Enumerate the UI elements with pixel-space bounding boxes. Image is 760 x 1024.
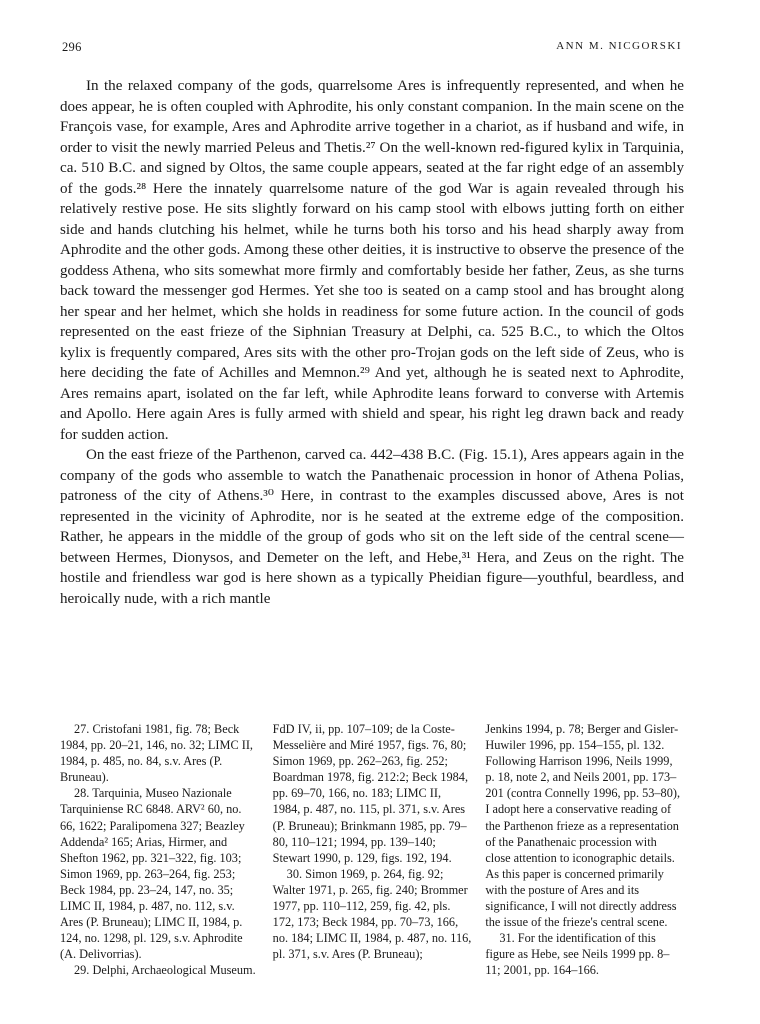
footnote-continuation: Jenkins 1994, p. 78; Berger and Gisler-Huwiler 1996, pp. 154–155, pl. 132. Following Harrison 1996, Neils 1999, p. 18, note 2, and Neils 2001, pp. 173–201 (contra Connelly 1996, pp. 53–80), I adopt here a conservative reading of the Parthenon frieze as a representation of the Panathenaic procession with close attention to iconographic details. As this paper is concerned primarily with the posture of Ares and its significance, I will not directly address the issue of the frieze's central scene. — [485, 722, 681, 930]
body-paragraph: In the relaxed company of the gods, quarrelsome Ares is infrequently represented, and when he does appear, he is often coupled with Aphrodite, his only constant companion. In the main scene on the François vase, for example, Ares and Aphrodite arrive together in a chariot, as if husband and wife, in order to visit the newly married Peleus and Thetis.²⁷ On the well-known red-figured kylix in Tarquinia, ca. 510 B.C. and signed by Oltos, the same couple appears, seated at the far right edge of an assembly of the gods.²⁸ Here the innately quarrelsome nature of the god War is again revealed through his relatively restive pose. He sits slightly forward on his camp stool with elbows jutting forth on either side and hands clutching his helmet, while he turns both his torso and his head sharply away from Aphrodite and the other gods. Among these other deities, it is instructive to observe the presence of the goddess Athena, who sits somewhat more firmly and comfortably beside her father, Zeus, as she turns back toward the messenger god Hermes. Yet she too is seated on a camp stool and has brought along her spear and her helmet, which she holds in readiness for some future action. In the council of gods represented on the east frieze of the Siphnian Treasury at Delphi, ca. 525 B.C., to which the Oltos kylix is frequently compared, Ares sits with the other pro-Trojan gods on the left side of Zeus, who is here deciding the fate of Achilles and Memnon.²⁹ And yet, although he is seated next to Aphrodite, Ares remains apart, isolated on the far left, while Aphrodite leans forward to converse with Artemis and Apollo. Here again Ares is fully armed with shield and spear, his right leg drawn back and ready for sudden action. — [60, 78, 684, 443]
page-number: 296 — [62, 40, 82, 54]
footnote-continuation: FdD IV, ii, pp. 107–109; de la Coste-Messelière and Miré 1957, figs. 76, 80; Simon 1969, pp. 262–263, fig. 252; Boardman 1978, fig. 212:2; Beck 1984, pp. 69–70, 166, no. 183; LIMC II, 1984, p. 487, no. 115, pl. 371, s.v. Ares (P. Bruneau); Brinkmann 1985, pp. 79–80, 110–121; 1994, pp. 139–140; Stewart 1990, p. 129, figs. 192, 194. — [272, 722, 469, 865]
footnote-column-3 — [485, 721, 684, 979]
body-paragraph: On the east frieze of the Parthenon, carved ca. 442–438 B.C. (Fig. 15.1), Ares appears again in the company of the gods who assemble to watch the Panathenaic procession in honor of Athena Polias, patroness of the city of Athens.³⁰ Here, in contrast to the examples discussed above, Ares is not represented in the vicinity of Aphrodite, nor is he seated at the extreme edge of the composition. Rather, he appears in the middle of the group of gods who sit on the left side of the central scene—between Hermes, Dionysos, and Demeter on the left, and Hebe,³¹ Hera, and Zeus on the right. The hostile and friendless war god is here shown as a typically Pheidian figure—youthful, beardless, and heroically nude, with a rich mantle — [60, 447, 684, 607]
footnotes — [60, 721, 684, 979]
footnote: 28. Tarquinia, Museo Nazionale Tarquiniense RC 6848. ARV² 60, no. 66, 1622; Paralipomena 327; Beazley Addenda² 165; Arias, Hirmer, and Shefton 1962, pp. 321–322, fig. 103; Simon 1969, pp. 263–264, fig. 253; Beck 1984, pp. 23–24, 147, no. 35; LIMC II, 1984, p. 487, no. 112, s.v. Ares (P. Bruneau); LIMC II, 1984, p. 124, no. 1298, pl. 129, s.v. Aphrodite (A. Delivorrias). — [60, 786, 245, 962]
main-text — [60, 76, 684, 609]
footnote-column-2 — [273, 721, 472, 979]
footnote: 30. Simon 1969, p. 264, fig. 92; Walter 1971, p. 265, fig. 240; Brommer 1977, pp. 110–112, 259, fig. 42, pls. 172, 173; Beck 1984, pp. 70–73, 166, no. 184; LIMC II, 1984, p. 487, no. 116, pl. 371, s.v. Ares (P. Bruneau); — [272, 866, 472, 962]
footnote: 31. For the identification of this figure as Hebe, see Neils 1999 pp. 8–11; 2001, pp. 164–166. — [485, 931, 670, 978]
running-head-author: ANN M. NICGORSKI — [556, 40, 682, 52]
footnote: 27. Cristofani 1981, fig. 78; Beck 1984, pp. 20–21, 146, no. 32; LIMC II, 1984, p. 485, no. 84, s.v. Ares (P. Bruneau). — [60, 722, 253, 785]
footnote: 29. Delphi, Archaeological Museum. — [74, 963, 256, 978]
page-header — [62, 40, 682, 58]
footnote-column-1 — [60, 721, 259, 979]
